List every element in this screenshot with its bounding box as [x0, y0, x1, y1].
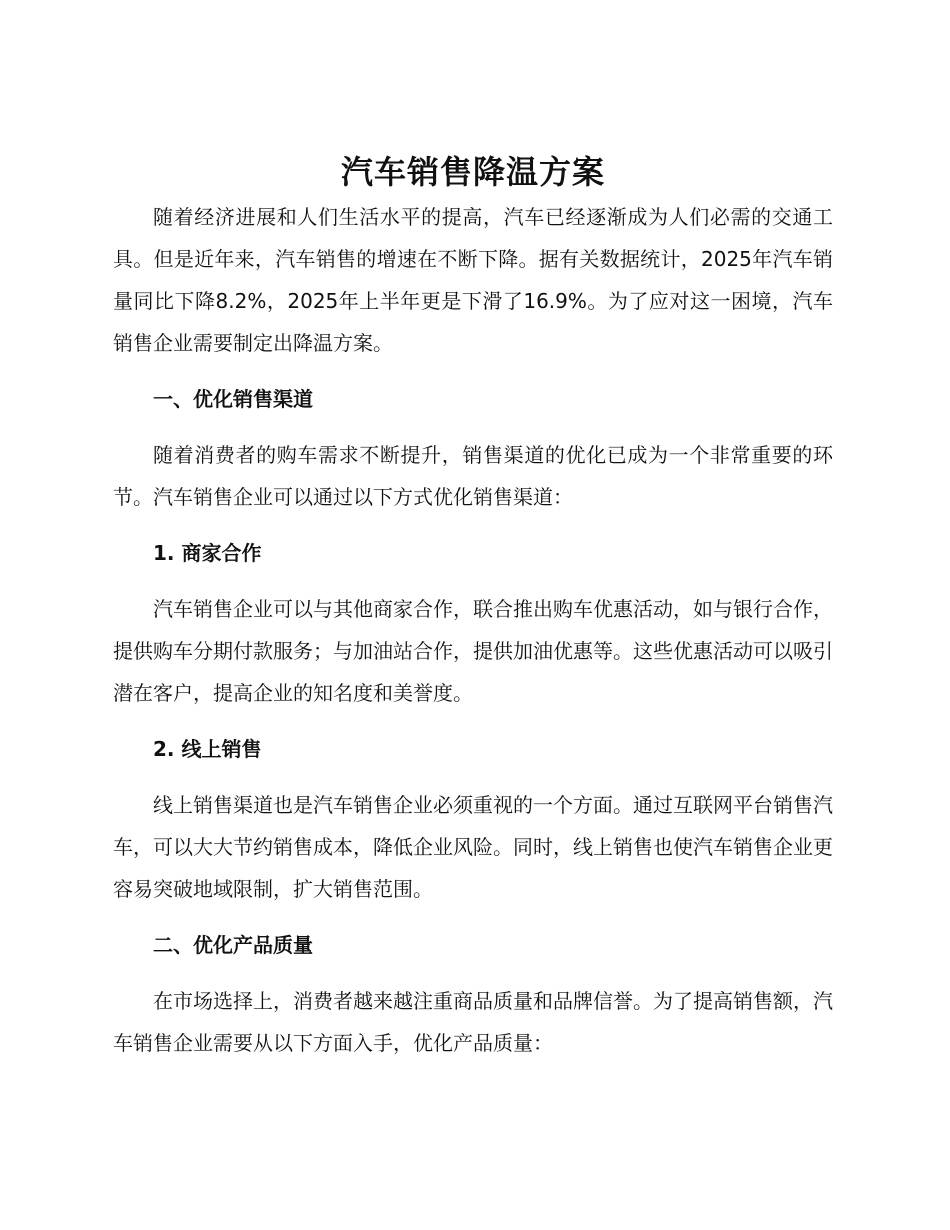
- subheading-merchant-cooperation: 1. 商家合作: [153, 541, 262, 565]
- subheading-online-sales: 2. 线上销售: [153, 737, 262, 761]
- section-heading-product-quality: 二、优化产品质量: [153, 933, 313, 957]
- online-sales-paragraph: 线上销售渠道也是汽车销售企业必须重视的一个方面。通过互联网平台销售汽车，可以大大节约销售成本，降低企业风险。同时，线上销售也使汽车销售企业更容易突破地域限制，扩大销售范围。: [113, 793, 833, 901]
- document-page: [113, 150, 833, 1064]
- document-title: 汽车销售降温方案: [340, 153, 605, 191]
- merchant-cooperation-paragraph: 汽车销售企业可以与其他商家合作，联合推出购车优惠活动，如与银行合作，提供购车分期付款服务；与加油站合作，提供加油优惠等。这些优惠活动可以吸引潜在客户，提高企业的知名度和美誉度。: [113, 597, 833, 705]
- section-heading-optimize-channels: 一、优化销售渠道: [153, 387, 313, 411]
- intro-paragraph: 随着经济进展和人们生活水平的提高，汽车已经逐渐成为人们必需的交通工具。但是近年来，汽车销售的增速在不断下降。据有关数据统计，2025年汽车销量同比下降8.2%，2025年上半年更是下滑了16.9%。为了应对这一困境，汽车销售企业需要制定出降温方案。: [113, 205, 833, 355]
- section2-intro-paragraph: 在市场选择上，消费者越来越注重商品质量和品牌信誉。为了提高销售额，汽车销售企业需要从以下方面入手，优化产品质量：: [113, 989, 833, 1055]
- section1-intro-paragraph: 随着消费者的购车需求不断提升，销售渠道的优化已成为一个非常重要的环节。汽车销售企业可以通过以下方式优化销售渠道：: [113, 443, 833, 509]
